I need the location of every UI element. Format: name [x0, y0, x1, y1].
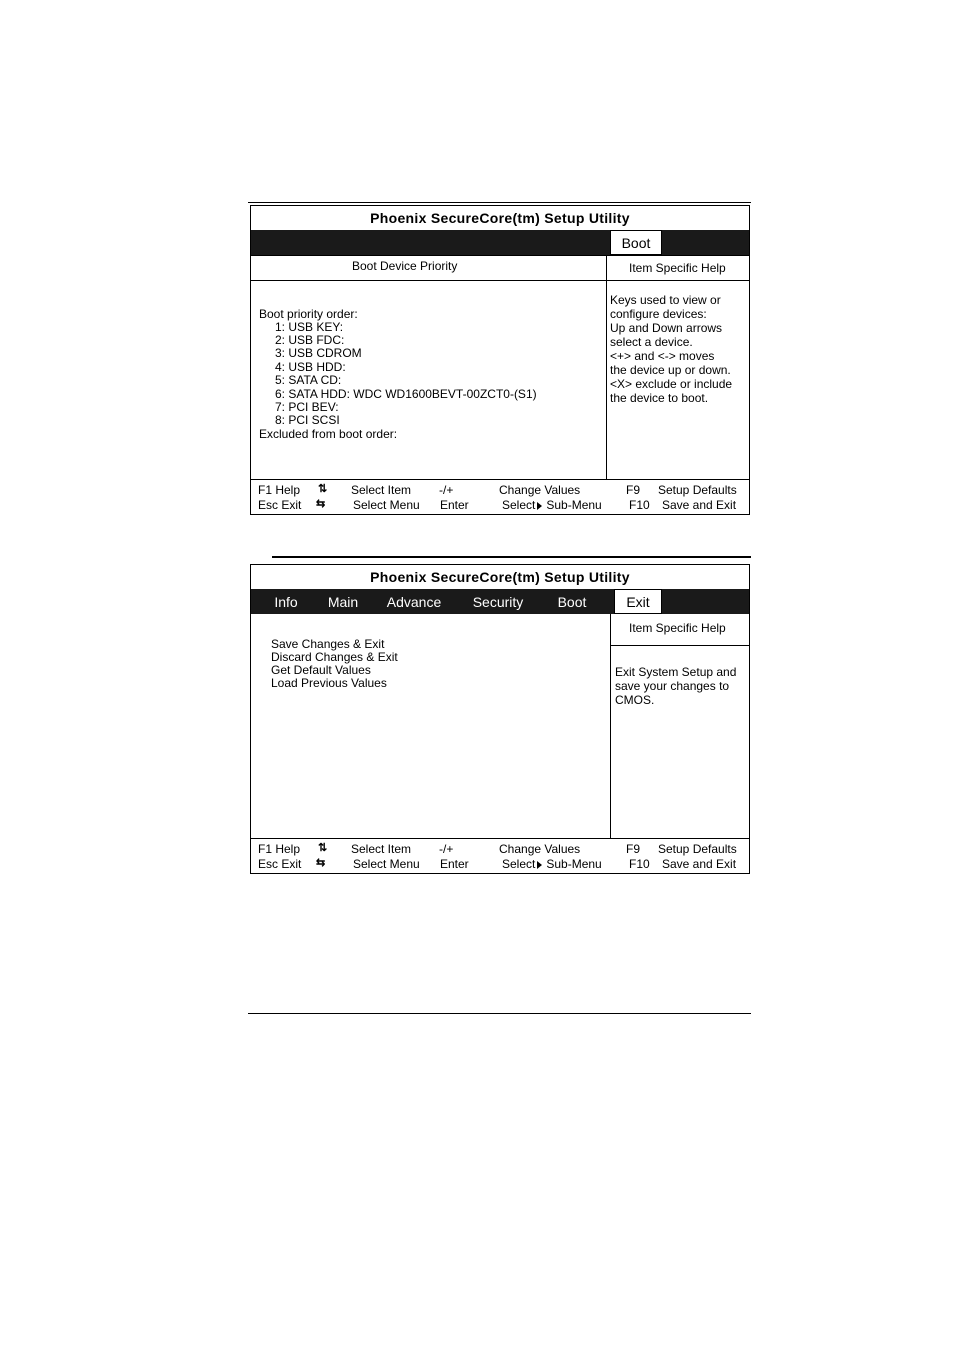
setup-defaults-label: Setup Defaults	[658, 842, 737, 856]
help-header: Item Specific Help	[629, 621, 726, 635]
help-line: Exit System Setup and	[615, 665, 737, 679]
tab-main[interactable]: Main	[327, 593, 359, 610]
help-header: Item Specific Help	[629, 261, 726, 275]
change-values-label: Change Values	[499, 483, 581, 497]
boot-order-label: Boot priority order:	[259, 307, 358, 321]
page-top-rule	[248, 202, 751, 203]
save-changes-exit-option[interactable]: Save Changes & Exit	[271, 637, 385, 651]
boot-device-7[interactable]: 7: PCI BEV:	[275, 400, 339, 414]
tab-advance[interactable]: Advance	[386, 593, 442, 610]
get-default-values-option[interactable]: Get Default Values	[271, 663, 371, 677]
tab-exit[interactable]: Exit	[614, 589, 662, 614]
select-submenu	[502, 857, 602, 871]
help-line: the device up or down.	[610, 363, 731, 377]
tab-security[interactable]: Security	[472, 593, 524, 610]
up-down-arrows-icon: ⇅	[318, 842, 328, 854]
enter-key: Enter	[440, 857, 469, 871]
left-right-arrows-icon: ⇆	[316, 857, 326, 869]
header-divider-bottom	[251, 280, 749, 281]
header-divider-top	[251, 255, 749, 256]
save-exit-label: Save and Exit	[662, 498, 737, 512]
f1-help-key: F1 Help	[258, 483, 301, 497]
discard-changes-exit-option[interactable]: Discard Changes & Exit	[271, 650, 398, 664]
change-values-label: Change Values	[499, 842, 581, 856]
esc-exit-key: Esc Exit	[258, 498, 302, 512]
left-right-arrows-icon: ⇆	[316, 498, 326, 510]
minus-plus-key: -/+	[439, 842, 454, 856]
sub-menu-label: Sub-Menu	[546, 857, 602, 871]
esc-exit-key: Esc Exit	[258, 857, 302, 871]
sub-menu-label: Sub-Menu	[546, 498, 602, 512]
boot-device-1[interactable]: 1: USB KEY:	[275, 320, 344, 334]
footer-divider	[251, 838, 749, 839]
help-line: <X> exclude or include	[610, 377, 733, 391]
help-line: Up and Down arrows	[610, 321, 723, 335]
select-item-label: Select Item	[351, 842, 412, 856]
help-line: configure devices:	[610, 307, 707, 321]
bios-title: Phoenix SecureCore(tm) Setup Utility	[370, 210, 630, 226]
footer-divider	[251, 479, 749, 480]
bios-title: Phoenix SecureCore(tm) Setup Utility	[370, 569, 630, 585]
f9-key: F9	[626, 483, 641, 497]
up-down-arrows-icon: ⇅	[318, 483, 328, 495]
bios-exit-screen	[250, 564, 750, 874]
boot-device-8[interactable]: 8: PCI SCSI	[275, 413, 340, 427]
boot-device-5[interactable]: 5: SATA CD:	[275, 373, 342, 387]
enter-key: Enter	[440, 498, 469, 512]
triangle-right-icon	[537, 861, 542, 869]
triangle-right-icon	[537, 502, 542, 510]
panel-divider	[606, 255, 607, 479]
select-menu-label: Select Menu	[353, 857, 420, 871]
boot-device-6[interactable]: 6: SATA HDD: WDC WD1600BEVT-00ZCT0-(S1)	[275, 387, 537, 401]
section-header: Boot Device Priority	[352, 259, 458, 273]
select-submenu	[502, 498, 602, 512]
select-label: Select	[502, 857, 536, 871]
load-previous-values-option[interactable]: Load Previous Values	[271, 676, 387, 690]
menu-bar	[251, 230, 749, 255]
excluded-label: Excluded from boot order:	[259, 427, 398, 441]
panel-divider	[610, 614, 611, 838]
select-menu-label: Select Menu	[353, 498, 420, 512]
help-line: Keys used to view or	[610, 293, 721, 307]
help-line: the device to boot.	[610, 391, 709, 405]
setup-defaults-label: Setup Defaults	[658, 483, 737, 497]
f1-help-key: F1 Help	[258, 842, 301, 856]
minus-plus-key: -/+	[439, 483, 454, 497]
bios-boot-screen	[250, 205, 750, 515]
tab-info[interactable]: Info	[274, 593, 298, 610]
boot-device-3[interactable]: 3: USB CDROM	[275, 346, 362, 360]
help-line: CMOS.	[615, 693, 655, 707]
select-item-label: Select Item	[351, 483, 412, 497]
f10-key: F10	[629, 498, 650, 512]
tab-boot[interactable]: Boot	[557, 593, 587, 610]
save-exit-label: Save and Exit	[662, 857, 737, 871]
help-line: select a device.	[610, 335, 693, 349]
boot-device-4[interactable]: 4: USB HDD:	[275, 360, 346, 374]
f9-key: F9	[626, 842, 641, 856]
help-header-divider	[610, 645, 749, 646]
boot-device-2[interactable]: 2: USB FDC:	[275, 333, 345, 347]
tab-boot[interactable]: Boot	[610, 230, 662, 255]
help-line: save your changes to	[615, 679, 730, 693]
help-line: <+> and <-> moves	[610, 349, 715, 363]
page-middle-rule	[272, 556, 751, 558]
select-label: Select	[502, 498, 536, 512]
menu-bar	[251, 589, 749, 614]
f10-key: F10	[629, 857, 650, 871]
page-bottom-rule	[248, 1013, 751, 1014]
